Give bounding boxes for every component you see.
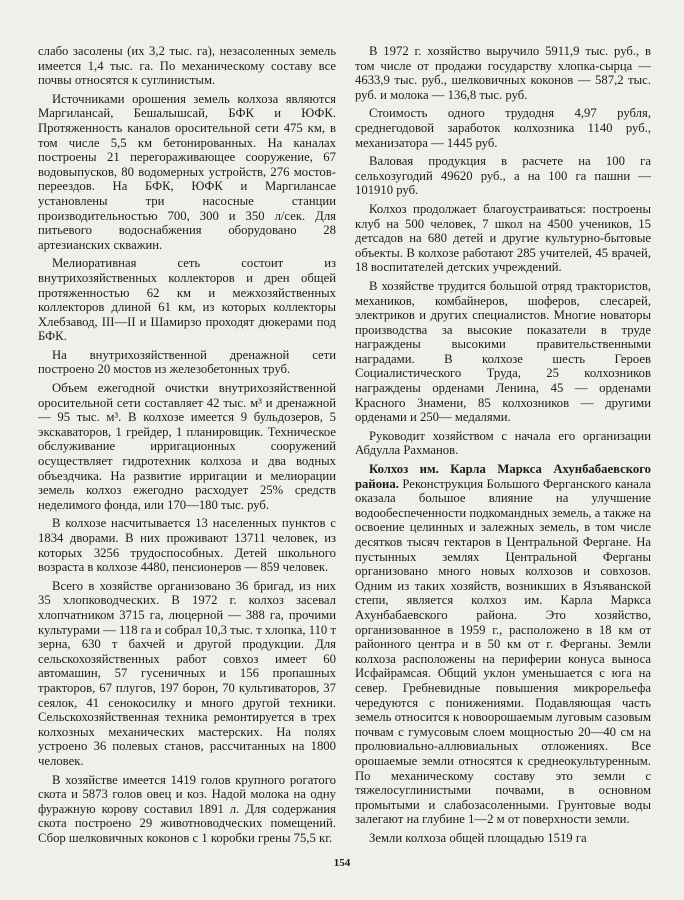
paragraph: В хозяйстве имеется 1419 голов крупного рогатого скота и 5873 голов овец и коз. Надой молока на одну фуражную корову составил 1891 л. Для содержания скота построено 29 животноводческих помещений. Сбор шелковичных коконов с 1 коробки грены 75,5 кг.: [38, 772, 336, 845]
paragraph: На внутрихозяйственной дренажной сети построено 20 мостов из железобетонных труб.: [38, 347, 336, 377]
paragraph: Стоимость одного трудодня 4,97 рубля, среднегодовой заработок колхозника 1140 руб., механизатора — 1445 руб.: [355, 106, 651, 150]
paragraph: слабо засолены (их 3,2 тыс. га), незасоленных земель имеется 1,4 тыс. га. По механическому составу все почвы относятся к суглинистым.: [38, 44, 336, 88]
paragraph: В 1972 г. хозяйство выручило 5911,9 тыс. руб., в том числе от продажи государству хлопка-сырца — 4633,9 тыс. руб., шелковичных коконов — 587,2 тыс. руб. и молока — 136,8 тыс. руб.: [355, 44, 651, 102]
right-column: [355, 44, 651, 849]
paragraph: Валовая продукция в расчете на 100 га сельхозугодий 49620 руб., а на 100 га пашни — 101910 руб.: [355, 154, 651, 198]
paragraph: Мелиоративная сеть состоит из внутрихозяйственных коллекторов и дрен общей протяженностью 62 км и межхозяйственных коллекторов длиной 61 км, из которых коллекторы Хлебзавод, III—II и Шамирзо проходят дюкерами под БФК.: [38, 256, 336, 344]
paragraph: Объем ежегодной очистки внутрихозяйственной оросительной сети составляет 42 тыс. м³ и дренажной — 95 тыс. м³. В колхозе имеется 9 бульдозеров, 5 экскаваторов, 1 грейдер, 1 планировщик. Техническое обслуживание ирригационных сооружений осуществляет гидротехник колхоза и два водных объездчика. На развитие ирригации и мелиорации земель колхоз ежегодно расходует 25% средств неделимого фонда, или 170—180 тыс. руб.: [38, 381, 336, 512]
section-paragraph: [355, 462, 651, 827]
paragraph: Всего в хозяйстве организовано 36 бригад, из них 35 хлопководческих. В 1972 г. колхоз засевал хлопчатником 3715 га, люцерной — 388 га, прочими культурами — 118 га и собрал 10,3 тыс. т хлопка, 110 т зерна, 630 т бахчей и другой продукции. Для сельскохозяйственных работ совхоз имеет 60 автомашин, 57 гусеничных и 156 пропашных тракторов, 67 плугов, 197 борон, 70 культиваторов, 37 сеялок, 41 сенокосилку и много другой техники. Сельскохозяйственная техника ремонтируется в трех колхозных механических мастерских. На полях устроено 36 полевых станов, рассчитанных на 1800 человек.: [38, 578, 336, 768]
page-number: 154: [333, 857, 351, 869]
paragraph: В колхозе насчитывается 13 населенных пунктов с 1834 дворами. В них проживают 13711 человек, из которых 3256 трудоспособных. Детей школьного возраста в колхозе 4480, пенсионеров — 859 человек.: [38, 516, 336, 575]
left-column: [38, 44, 336, 849]
section-body: Реконструкция Большого Ферганского канала оказала большое влияние на улучшение водообеспеченности подкомандных земель, а также на освоение целинных и залежных земель, в том числе десятков тысяч гектаров в Центральной Фергане. На пустынных землях Центральной Ферганы организовано много новых колхозов и совхозов. Одним из таких хозяйств, возникших в Язъяванской степи, является колхоз им. Карла Маркса Ахунбабаевского района. Это хозяйство, организованное в 1959 г., расположено в 18 км от районного центра и в 50 км от г. Ферганы. Земли колхоза расположены на периферии конуса выноса Исфайрамсая. Общий уклон уменьшается с юга на север. Гребневидные повышения микрорельефа чередуются с понижениями. Подавляющая часть земель относится к новоорошаемым луговым сазовым почвам с гумусовым слоем мощностью 20—40 см на пролювиально-аллювиальных отложениях. Все орошаемые земли относятся к среднеокультуренным. По механическому составу это земли с тяжелосуглинистыми почвами, в основном промытыми и слабозасоленными. Грунтовые воды залегают на глубине 1—2 м от поверхности земли.: [355, 476, 651, 827]
section-heading: Колхоз им. Карла Маркса Ахунбабаевского района.: [355, 462, 651, 491]
paragraph: Земли колхоза общей площадью 1519 га: [369, 830, 587, 845]
paragraph: Источниками орошения земель колхоза являются Маргилансай, Бешалышсай, БФК и ЮФК. Протяженность каналов оросительной сети 475 км, в том числе 5,5 км бетонированных. На каналах построены 21 перегораживающее сооружение, 67 водовыпусков, 80 водомерных устройств, 276 мостов-переездов. На БФК, ЮФК и Маргилансае установлены три насосные станции производительностью 700, 300 и 350 л/сек. Для питьевого водоснабжения оборудовано 28 артезианских скважин.: [38, 91, 336, 252]
paragraph: Руководит хозяйством с начала его организации Абдулла Рахманов.: [355, 428, 651, 458]
paragraph: Колхоз продолжает благоустраиваться: построены клуб на 500 человек, 7 школ на 4500 учеников, 15 детсадов на 680 детей и другие культурно-бытовые объекты. В колхозе работают 285 учителей, 45 врачей, 18 воспитателей детских учреждений.: [355, 201, 651, 275]
paragraph: В хозяйстве трудится большой отряд трактористов, механиков, комбайнеров, шоферов, слесарей, электриков и других специалистов. Многие новаторы производства за высокие показатели в труде награждены высокими правительственными наградами. В колхозе шесть Героев Социалистического Труда, 25 колхозников награждены орденами Ленина, 45 — орденами Красного Знамени, 85 колхозников — другими орденами и 250— медалями.: [355, 278, 651, 425]
